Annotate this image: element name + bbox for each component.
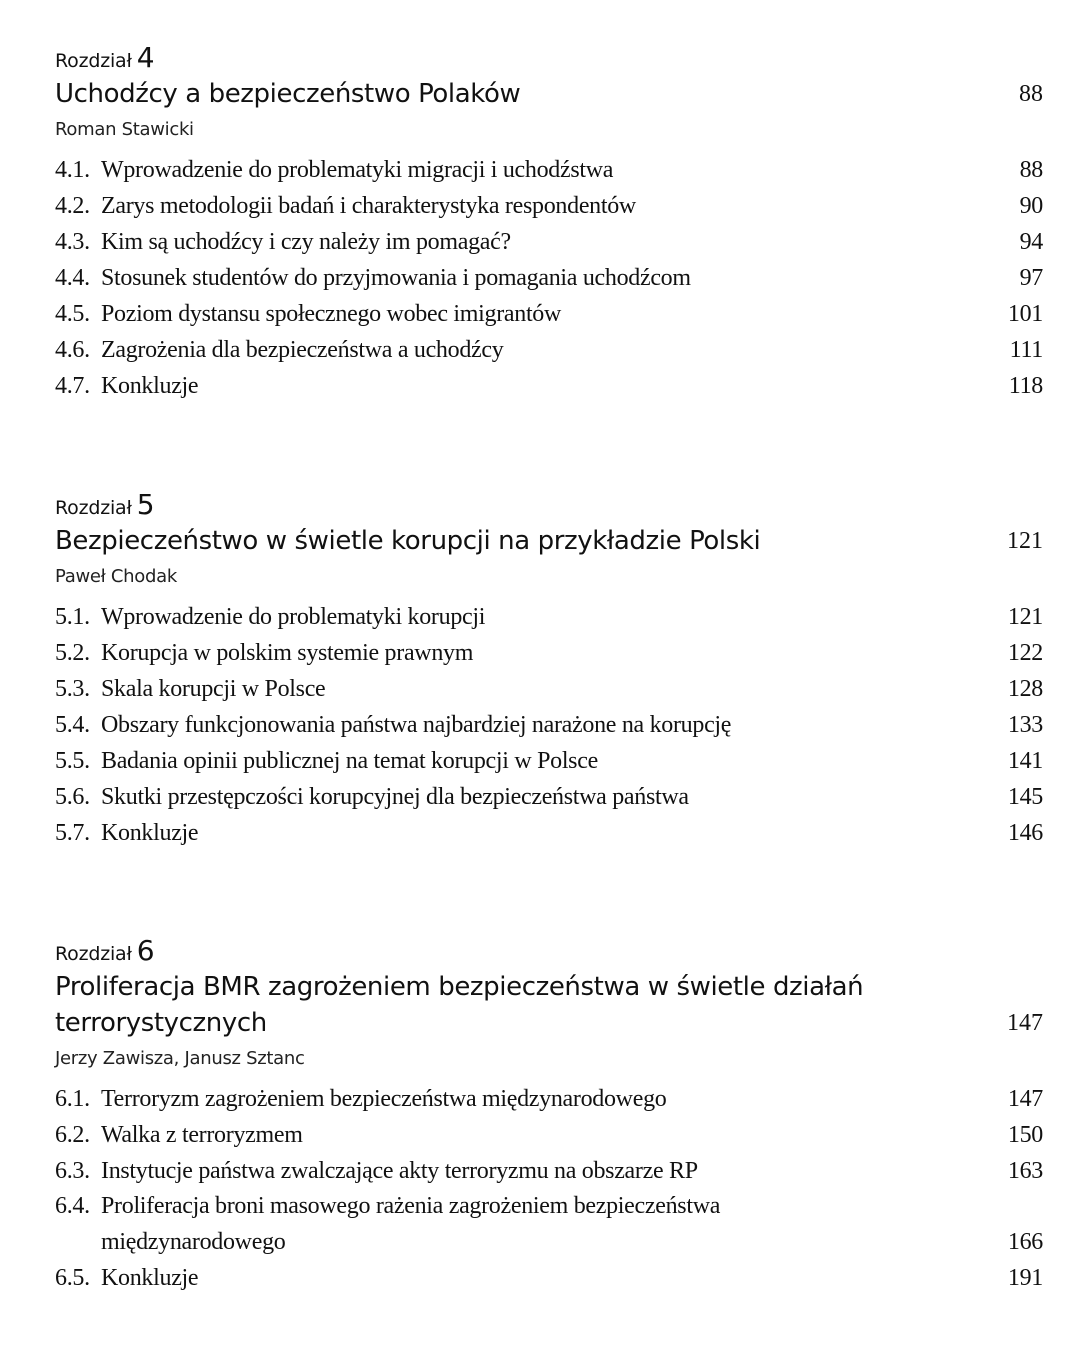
section-page-number: 133: [1007, 712, 1043, 738]
section-number: 5.1.: [55, 603, 90, 630]
section-title: Instytucje państwa zwalczające akty terroryzmu na obszarze RP: [101, 1157, 698, 1184]
section-number: 4.1.: [55, 156, 90, 183]
section-page-number: 118: [1008, 373, 1043, 399]
section-title: Kim są uchodźcy i czy należy im pomagać?: [101, 228, 511, 255]
section-number: 6.3.: [55, 1157, 90, 1184]
section-title: Proliferacja broni masowego rażenia zagrożeniem bezpieczeństwa międzynarodowego: [101, 1193, 721, 1255]
section-page-number: 101: [1007, 301, 1043, 327]
section-page-number: 88: [1019, 157, 1043, 183]
section-number: 5.6.: [55, 783, 90, 810]
section-title: Badania opinii publicznej na temat korupcji w Polsce: [101, 747, 598, 774]
toc-entry: [55, 671, 1043, 707]
section-number: 5.4.: [55, 711, 90, 738]
section-number: 4.2.: [55, 192, 90, 219]
section-title: Skutki przestępczości korupcyjnej dla bezpieczeństwa państwa: [101, 783, 689, 810]
toc-entry: [55, 224, 1043, 260]
section-page-number: 121: [1007, 604, 1043, 630]
section-page-number: 166: [1007, 1229, 1043, 1255]
section-title: Wprowadzenie do problematyki migracji i uchodźstwa: [101, 156, 614, 183]
section-title: Zarys metodologii badań i charakterystyka respondentów: [101, 192, 636, 219]
section-page-number: 90: [1019, 193, 1043, 219]
section-page-number: 141: [1007, 748, 1043, 774]
toc-entry: [55, 1189, 1043, 1260]
section-title: Skala korupcji w Polsce: [101, 675, 326, 702]
section-number: 6.1.: [55, 1085, 90, 1112]
toc-entry: [55, 779, 1043, 815]
chapter-author: Jerzy Zawisza, Janusz Sztanc: [55, 1048, 305, 1069]
chapter-number: 4: [136, 41, 155, 74]
section-page-number: 111: [1009, 337, 1043, 363]
toc-entry: [55, 1153, 1043, 1189]
section-page-number: 150: [1007, 1122, 1043, 1148]
section-number: 4.6.: [55, 336, 90, 363]
section-number: 6.4.: [55, 1193, 90, 1219]
toc-entry: [55, 260, 1043, 296]
section-title: Konkluzje: [101, 819, 199, 846]
section-title: Wprowadzenie do problematyki korupcji: [101, 603, 486, 630]
section-list: [55, 152, 1043, 404]
section-number: 5.3.: [55, 675, 90, 702]
toc-entry: [55, 815, 1043, 851]
chapter-title: Bezpieczeństwo w świetle korupcji na przykładzie Polski: [55, 526, 761, 556]
section-title: Terroryzm zagrożeniem bezpieczeństwa międzynarodowego: [101, 1085, 667, 1112]
section-page-number: 147: [1007, 1086, 1043, 1112]
section-number: 6.2.: [55, 1121, 90, 1148]
section-page-number: 122: [1007, 640, 1043, 666]
chapter-4: [55, 40, 1043, 404]
section-number: 5.2.: [55, 639, 90, 666]
section-page-number: 146: [1007, 820, 1043, 846]
section-number: 4.3.: [55, 228, 90, 255]
chapter-title: Proliferacja BMR zagrożeniem bezpieczeństwa w świetle działań terrorystycznych: [55, 972, 864, 1038]
chapter-page-number: 121: [1007, 528, 1043, 554]
chapter-label-text: Rozdział: [55, 50, 132, 72]
section-number: 4.7.: [55, 372, 90, 399]
chapter-title-row: [55, 969, 1043, 1041]
toc-entry: [55, 1117, 1043, 1153]
chapter-6: [55, 933, 1043, 1296]
section-page-number: 97: [1019, 265, 1043, 291]
section-number: 5.7.: [55, 819, 90, 846]
chapter-label: [55, 933, 1043, 969]
chapter-page-number: 88: [1019, 81, 1043, 107]
section-title: Korupcja w polskim systemie prawnym: [101, 639, 474, 666]
toc-entry: [55, 152, 1043, 188]
section-title: Obszary funkcjonowania państwa najbardziej narażone na korupcję: [101, 711, 732, 738]
section-title: Stosunek studentów do przyjmowania i pomagania uchodźcom: [101, 264, 691, 291]
toc-entry: [55, 707, 1043, 743]
table-of-contents-page: [55, 40, 1043, 1291]
toc-entry: [55, 635, 1043, 671]
section-title: Konkluzje: [101, 1264, 199, 1291]
chapter-title: Uchodźcy a bezpieczeństwo Polaków: [55, 79, 521, 109]
section-number: 6.5.: [55, 1264, 90, 1291]
section-page-number: 128: [1007, 676, 1043, 702]
chapter-5: [55, 487, 1043, 851]
section-page-number: 94: [1019, 229, 1043, 255]
section-number: 5.5.: [55, 747, 90, 774]
section-page-number: 163: [1007, 1158, 1043, 1184]
section-list: [55, 599, 1043, 851]
chapter-label-text: Rozdział: [55, 943, 132, 965]
section-title: Zagrożenia dla bezpieczeństwa a uchodźcy: [101, 336, 504, 363]
toc-entry: [55, 296, 1043, 332]
toc-entry: [55, 599, 1043, 635]
toc-entry: [55, 332, 1043, 368]
chapter-title-row: [55, 76, 1043, 112]
section-list: [55, 1081, 1043, 1296]
chapter-label: [55, 487, 1043, 523]
section-title: Walka z terroryzmem: [101, 1121, 303, 1148]
chapter-number: 6: [136, 934, 155, 967]
chapter-label-text: Rozdział: [55, 497, 132, 519]
chapter-number: 5: [136, 488, 155, 521]
chapter-title-row: [55, 523, 1043, 559]
chapter-author: Paweł Chodak: [55, 566, 177, 587]
chapter-label: [55, 40, 1043, 76]
toc-entry: [55, 188, 1043, 224]
toc-entry: [55, 743, 1043, 779]
section-number: 4.5.: [55, 300, 90, 327]
chapter-author: Roman Stawicki: [55, 119, 194, 140]
toc-entry: [55, 1081, 1043, 1117]
section-page-number: 191: [1007, 1265, 1043, 1291]
section-title: Konkluzje: [101, 372, 199, 399]
section-number: 4.4.: [55, 264, 90, 291]
chapter-page-number: 147: [1007, 1010, 1043, 1036]
toc-entry: [55, 368, 1043, 404]
section-title: Poziom dystansu społecznego wobec imigrantów: [101, 300, 562, 327]
section-page-number: 145: [1007, 784, 1043, 810]
toc-entry: [55, 1260, 1043, 1296]
